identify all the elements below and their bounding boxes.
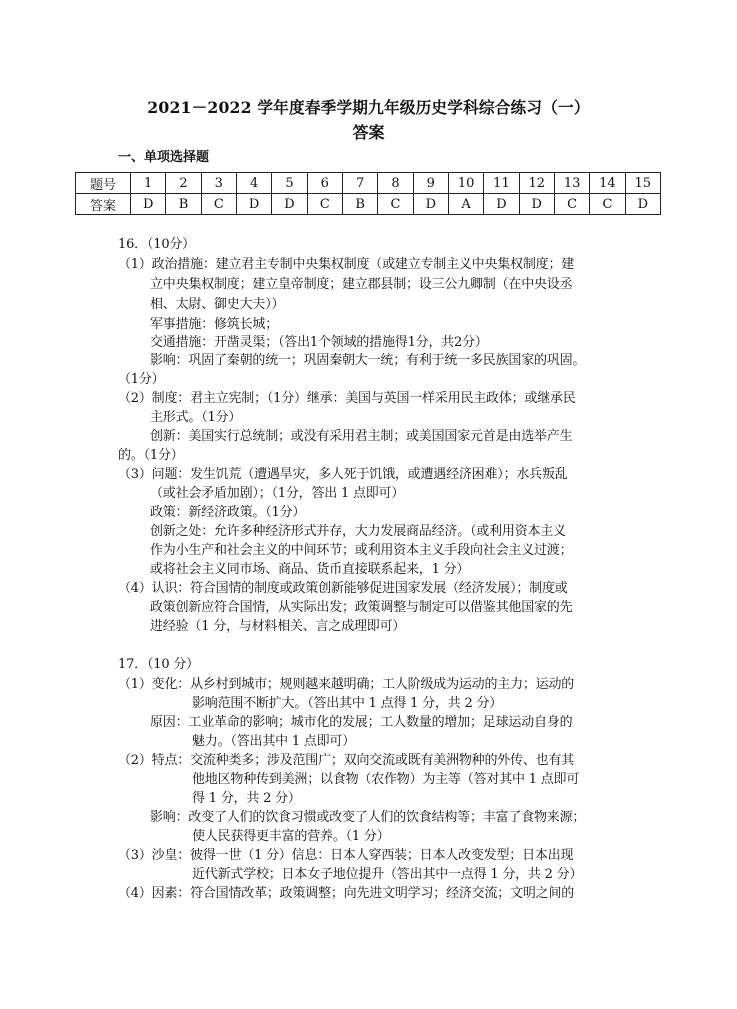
table-cell: D (236, 194, 271, 215)
table-cell: 13 (554, 173, 589, 194)
table-cell: 1 (131, 173, 166, 194)
q17-line: （1）变化：从乡村到城市；规则越来越明确；工人阶级成为运动的主力；运动的 (118, 677, 575, 692)
q17-line: 近代新式学校；日本女子地位提升（答出其中一点得 1 分，共 2 分） (192, 867, 583, 882)
table-cell: C (554, 194, 589, 215)
table-cell: 11 (484, 173, 519, 194)
page-title: 2021－2022 学年度春季学期九年级历史学科综合练习（一） (147, 98, 590, 117)
table-cell: A (448, 194, 483, 215)
q17-line: 影响：改变了人们的饮食习惯或改变了人们的饮食结构等；丰富了食物来源； (150, 810, 586, 825)
q16-line: 主形式。（1分） (150, 410, 242, 425)
q17-line: （3）沙皇：彼得一世（1 分）信息：日本人穿西装；日本人改变发型；日本出现 (118, 848, 574, 863)
table-row (76, 194, 661, 215)
q17-line: 得 1 分，共 2 分） (192, 791, 301, 806)
q16-line: 的。（1分） (118, 448, 184, 463)
table-cell: D (519, 194, 554, 215)
q16-line: 或将社会主义同市场、商品、货币直接联系起来，1 分） (150, 562, 470, 577)
table-cell: D (272, 194, 307, 215)
q16-line: 影响：巩固了秦朝的统一；巩固秦朝大一统；有利于统一多民族国家的巩固。 (150, 353, 586, 368)
table-cell: 10 (448, 173, 483, 194)
q17-line: 原因：工业革命的影响；城市化的发展；工人数量的增加；足球运动自身的 (150, 715, 573, 730)
table-cell: 6 (307, 173, 342, 194)
q16-line: 政策创新应符合国情，从实际出发；政策调整与制定可以借鉴其他国家的先 (150, 600, 573, 615)
table-cell: 8 (378, 173, 413, 194)
table-cell: 14 (590, 173, 625, 194)
q16-line: 进经验（1 分，与材料相关、言之成理即可） (150, 619, 406, 634)
row-label-answer: 答案 (76, 194, 131, 215)
table-cell: 5 (272, 173, 307, 194)
q16-line: 创新：美国实行总统制；或没有采用君主制；或美国国家元首是由选举产生 (150, 429, 573, 444)
q16-line: 交通措施：开凿灵渠；（答出1个领域的措施得1分，共2分） (150, 335, 488, 350)
table-cell: B (342, 194, 377, 215)
q16-line: （1）政治措施：建立君主专制中央集权制度（或建立专制主义中央集权制度；建 (118, 257, 575, 272)
page-subtitle: 答案 (352, 123, 385, 142)
section-heading: 一、单项选择题 (118, 150, 210, 165)
q17-line: （2）特点：交流种类多；涉及范围广；双向交流或既有美洲物种的外传、也有其 (118, 753, 575, 768)
q16-line: （或社会矛盾加剧）；（1分，答出 1 点即可） (150, 486, 405, 501)
table-cell: 9 (413, 173, 448, 194)
q16-line: （3）问题：发生饥荒（遭遇旱灾，多人死于饥饿，或遭遇经济困难）；水兵叛乱 (118, 467, 568, 482)
table-cell: C (201, 194, 236, 215)
q16-line: 相、太尉、御史大夫）） (150, 297, 285, 312)
table-cell: D (413, 194, 448, 215)
table-cell: 7 (342, 173, 377, 194)
q16-line: 政策：新经济政策。（1分） (150, 505, 306, 520)
table-cell: D (625, 194, 660, 215)
table-cell: D (484, 194, 519, 215)
q17-line: 他地区物种传到美洲；以食物（农作物）为主等（答对其中 1 点即可 (192, 772, 580, 787)
table-cell: C (378, 194, 413, 215)
q16-line: （2）制度：君主立宪制；（1分）继承：美国与英国一样采用民主政体；或继承民 (118, 391, 576, 406)
q17-line: 魅力。（答出其中 1 点即可） (192, 734, 356, 749)
q16-line: 立中央集权制度；建立皇帝制度；建立郡县制；设三公九卿制（在中央设丞 (150, 277, 573, 292)
q16-line: 创新之处：允许多种经济形式并存，大力发展商品经济。（或利用资本主义 (150, 524, 566, 539)
q16-heading: 16．（10分） (118, 237, 195, 252)
table-row (76, 173, 661, 194)
table-cell: 4 (236, 173, 271, 194)
q17-heading: 17．（10 分） (118, 657, 199, 672)
table-cell: C (590, 194, 625, 215)
row-label-number: 题号 (76, 173, 131, 194)
table-cell: 2 (166, 173, 201, 194)
table-cell: 12 (519, 173, 554, 194)
answer-table (75, 172, 661, 215)
table-cell: D (131, 194, 166, 215)
q16-line: 军事措施：修筑长城； (150, 317, 279, 332)
q17-line: 影响范围不断扩大。（答出其中 1 点得 1 分，共 2 分） (192, 696, 503, 711)
q16-line: （4）认识：符合国情的制度或政策创新能够促进国家发展（经济发展）；制度或 (118, 581, 568, 596)
q16-line: 作为小生产和社会主义的中间环节；或利用资本主义手段向社会主义过渡； (150, 543, 573, 558)
q17-line: 使人民获得更丰富的营养。（1 分） (192, 829, 390, 844)
table-cell: C (307, 194, 342, 215)
q17-line: （4）因素：符合国情改革；政策调整；向先进文明学习；经济交流；文明之间的 (118, 886, 575, 901)
table-cell: 15 (625, 173, 660, 194)
table-cell: 3 (201, 173, 236, 194)
q16-line: （1分） (118, 372, 165, 387)
table-cell: B (166, 194, 201, 215)
